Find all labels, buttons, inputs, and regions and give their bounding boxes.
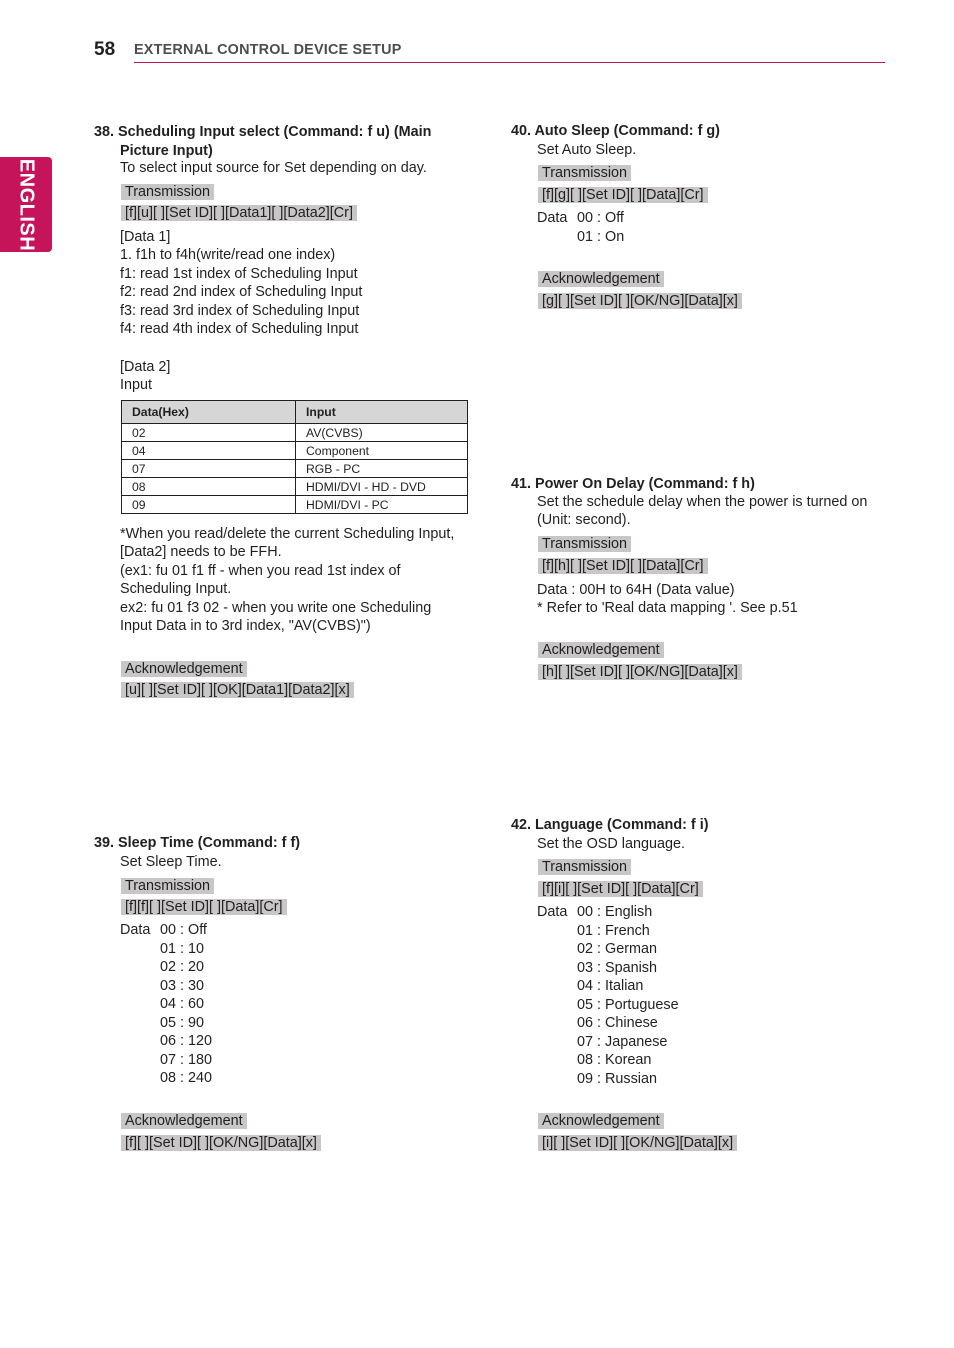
section-42-ack-label: Acknowledgement <box>538 1113 664 1129</box>
data-label: Data <box>537 210 568 226</box>
list-item: 00 : Off <box>160 922 207 938</box>
list-item: 06 : 120 <box>160 1033 213 1049</box>
list-item: 02 : 20 <box>160 959 205 975</box>
section-39-transmission-label: Transmission <box>121 878 214 894</box>
list-item: 01 : On <box>577 228 625 245</box>
section-41-title: 41. Power On Delay (Command: f h) <box>511 476 755 492</box>
table-cell: 04 <box>122 442 296 460</box>
data-line: * Refer to 'Real data mapping '. See p.51 <box>537 600 798 617</box>
table-cell: Component <box>296 442 468 460</box>
section-40-transmission-label: Transmission <box>538 165 631 181</box>
section-38-ack-label: Acknowledgement <box>121 661 247 677</box>
language-side-tab <box>0 157 52 252</box>
note-line: (ex1: fu 01 f1 ff - when you read 1st index of <box>120 562 401 579</box>
description-line: (Unit: second). <box>537 512 631 529</box>
section-42-transmission-label: Transmission <box>538 859 631 875</box>
data-line: Data : 00H to 64H (Data value) <box>537 582 735 598</box>
section-38-title-line2: Picture Input) <box>120 142 213 159</box>
section-42-transmission-code: [f][i][ ][Set ID][ ][Data][Cr] <box>538 881 703 897</box>
section-41-ack-code: [h][ ][Set ID][ ][OK/NG][Data][x] <box>538 664 742 680</box>
list-item: 00 : English <box>577 904 653 920</box>
table-cell: HDMI/DVI - HD - DVD <box>296 478 468 496</box>
data2-line: Input <box>120 377 153 394</box>
list-item: 01 : 10 <box>160 940 205 957</box>
section-41-transmission-code: [f][h][ ][Set ID][ ][Data][Cr] <box>538 558 708 574</box>
section-38-transmission-label: Transmission <box>121 184 214 200</box>
list-item: 04 : Italian <box>577 978 644 994</box>
note-line: Input Data in to 3rd index, "AV(CVBS)") <box>120 618 371 635</box>
list-item: 03 : 30 <box>160 977 205 994</box>
list-item: 02 : German <box>577 941 657 957</box>
input-mapping-table <box>121 400 468 514</box>
note-line: *When you read/delete the current Scheduling Input, <box>120 526 455 542</box>
header-divider <box>134 62 885 63</box>
data2-line: [Data 2] <box>120 359 171 375</box>
section-40-transmission-code: [f][g][ ][Set ID][ ][Data][Cr] <box>538 187 708 203</box>
table-cell: 02 <box>122 424 296 442</box>
list-item: 05 : 90 <box>160 1014 205 1031</box>
section-40-title: 40. Auto Sleep (Command: f g) <box>511 123 720 139</box>
table-header-row <box>122 401 468 424</box>
section-38-note-block <box>120 525 454 635</box>
section-39-title: 39. Sleep Time (Command: f f) <box>94 835 301 851</box>
list-item: 07 : 180 <box>160 1051 213 1068</box>
table-cell: RGB - PC <box>296 460 468 478</box>
section-39-description: Set Sleep Time. <box>120 854 222 870</box>
section-41-ack-label: Acknowledgement <box>538 642 664 658</box>
table-row <box>122 460 468 478</box>
list-item: 06 : Chinese <box>577 1015 658 1031</box>
section-40-description: Set Auto Sleep. <box>537 142 637 158</box>
section-42-title: 42. Language (Command: f i) <box>511 817 709 833</box>
section-38-title <box>94 123 431 160</box>
data-label: Data <box>537 904 568 920</box>
table-header-cell: Input <box>296 401 468 424</box>
table-cell: 09 <box>122 496 296 514</box>
data-label: Data <box>120 922 151 938</box>
section-39-ack-code: [f][ ][Set ID][ ][OK/NG][Data][x] <box>121 1135 321 1151</box>
section-39-data-list <box>120 921 212 1088</box>
table-header-cell: Data(Hex) <box>122 401 296 424</box>
list-item: 07 : Japanese <box>577 1033 668 1050</box>
data1-line: f3: read 3rd index of Scheduling Input <box>120 302 360 319</box>
list-item: 05 : Portuguese <box>577 996 679 1013</box>
list-item: 03 : Spanish <box>577 959 658 976</box>
section-42-data-list <box>537 903 679 1088</box>
data1-line: f2: read 2nd index of Scheduling Input <box>120 284 363 301</box>
table-row <box>122 424 468 442</box>
note-line: Scheduling Input. <box>120 581 232 598</box>
section-38-description: To select input source for Set depending on day. <box>120 160 427 176</box>
section-42-description: Set the OSD language. <box>537 836 686 852</box>
list-item: 09 : Russian <box>577 1070 657 1087</box>
table-row <box>122 478 468 496</box>
data1-line: [Data 1] <box>120 229 171 245</box>
section-38-title-line1: 38. Scheduling Input select (Command: f u) (Main <box>94 124 432 140</box>
section-40-ack-label: Acknowledgement <box>538 271 664 287</box>
table-cell: HDMI/DVI - PC <box>296 496 468 514</box>
section-40-ack-code: [g][ ][Set ID][ ][OK/NG][Data][x] <box>538 293 742 309</box>
list-item: 04 : 60 <box>160 996 205 1012</box>
description-line: Set the schedule delay when the power is turned on <box>537 494 868 510</box>
page-title: EXTERNAL CONTROL DEVICE SETUP <box>134 42 402 58</box>
table-cell: AV(CVBS) <box>296 424 468 442</box>
section-38-data1-block <box>120 228 362 338</box>
note-line: ex2: fu 01 f3 02 - when you write one Scheduling <box>120 599 432 616</box>
section-41-description <box>537 493 867 530</box>
table-row <box>122 442 468 460</box>
section-41-data-block <box>537 581 798 618</box>
table-cell: 08 <box>122 478 296 496</box>
section-38-data2-block <box>120 358 170 395</box>
table-cell: 07 <box>122 460 296 478</box>
data1-line: 1. f1h to f4h(write/read one index) <box>120 247 336 264</box>
section-40-data-list <box>537 209 624 246</box>
list-item: 08 : 240 <box>160 1070 213 1086</box>
section-39-transmission-code: [f][f][ ][Set ID][ ][Data][Cr] <box>121 899 287 915</box>
section-39-ack-label: Acknowledgement <box>121 1113 247 1129</box>
list-item: 00 : Off <box>577 210 624 226</box>
data1-line: f1: read 1st index of Scheduling Input <box>120 265 358 282</box>
note-line: [Data2] needs to be FFH. <box>120 544 282 561</box>
side-tab-label: ENGLISH <box>15 158 38 251</box>
list-item: 01 : French <box>577 922 650 939</box>
section-41-transmission-label: Transmission <box>538 536 631 552</box>
section-38-transmission-code: [f][u][ ][Set ID][ ][Data1][ ][Data2][Cr] <box>121 205 357 221</box>
section-38-ack-code: [u][ ][Set ID][ ][OK][Data1][Data2][x] <box>121 682 354 698</box>
page-number: 58 <box>94 39 116 60</box>
data1-line: f4: read 4th index of Scheduling Input <box>120 321 359 338</box>
list-item: 08 : Korean <box>577 1052 652 1068</box>
table-row <box>122 496 468 514</box>
section-42-ack-code: [i][ ][Set ID][ ][OK/NG][Data][x] <box>538 1135 737 1151</box>
